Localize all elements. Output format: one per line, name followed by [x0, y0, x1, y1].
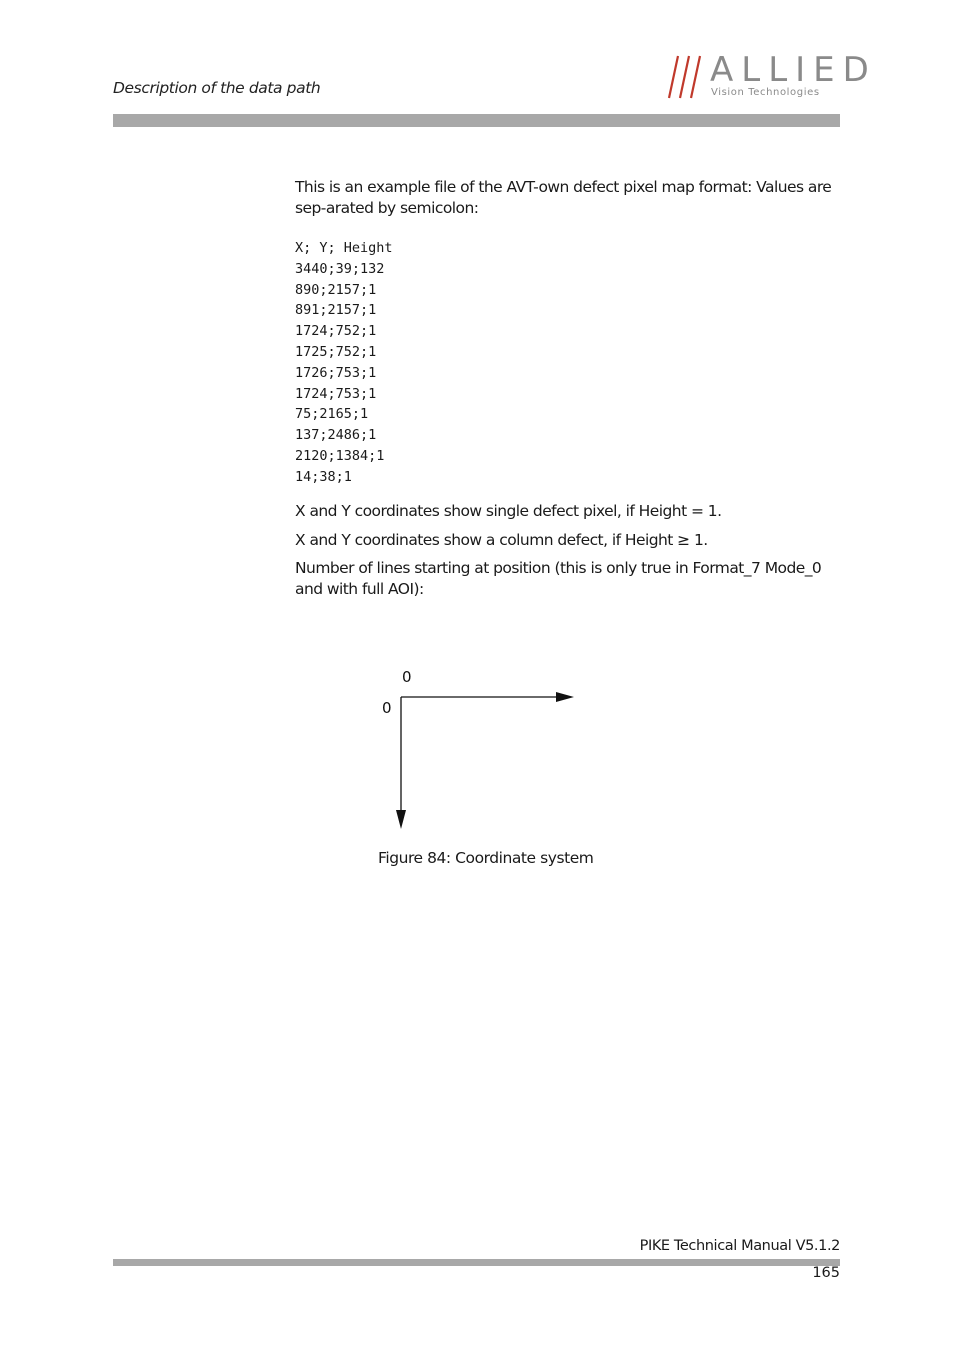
code-line: 1724;752;1 [295, 323, 377, 340]
section-title: Description of the data path [113, 79, 321, 97]
logo-wordmark: ALLIED [710, 50, 877, 90]
coordinate-system-diagram [370, 660, 590, 840]
code-line: 890;2157;1 [295, 281, 377, 298]
allied-logo [666, 50, 877, 102]
code-line: 137;2486;1 [295, 427, 377, 444]
defect-map-code-block [295, 238, 393, 488]
code-line: 891;2157;1 [295, 302, 377, 319]
code-line: 3440;39;132 [295, 260, 385, 277]
code-line: 14;38;1 [295, 468, 352, 485]
y-origin-label: 0 [382, 699, 392, 717]
y-axis-arrowhead-icon [396, 810, 406, 829]
code-line: 75;2165;1 [295, 406, 369, 423]
code-line: 1724;753;1 [295, 385, 377, 402]
footer-manual-title: PIKE Technical Manual V5.1.2 [639, 1238, 840, 1254]
header-rule [113, 114, 840, 127]
page-number: 165 [812, 1265, 840, 1281]
code-line: 2120;1384;1 [295, 447, 385, 464]
code-line: 1726;753;1 [295, 364, 377, 381]
intro-paragraph: This is an example file of the AVT-own defect pixel map format: Values are sep-arated by semicolon: [295, 178, 832, 217]
figure-caption: Figure 84: Coordinate system [378, 849, 594, 867]
lines-paragraph: Number of lines starting at position (this is only true in Format_7 Mode_0 and with full AOI): [295, 559, 822, 598]
code-line: X; Y; Height [295, 240, 393, 256]
logo-subtitle: Vision Technologies [711, 87, 820, 98]
code-line: 1725;752;1 [295, 343, 377, 360]
single-defect-paragraph: X and Y coordinates show single defect pixel, if Height = 1. [295, 502, 722, 520]
logo-slashes-icon [666, 54, 710, 100]
footer-rule [113, 1259, 840, 1266]
column-defect-paragraph: X and Y coordinates show a column defect, if Height ≥ 1. [295, 531, 708, 549]
x-origin-label: 0 [402, 668, 412, 686]
x-axis-arrowhead-icon [556, 692, 574, 702]
